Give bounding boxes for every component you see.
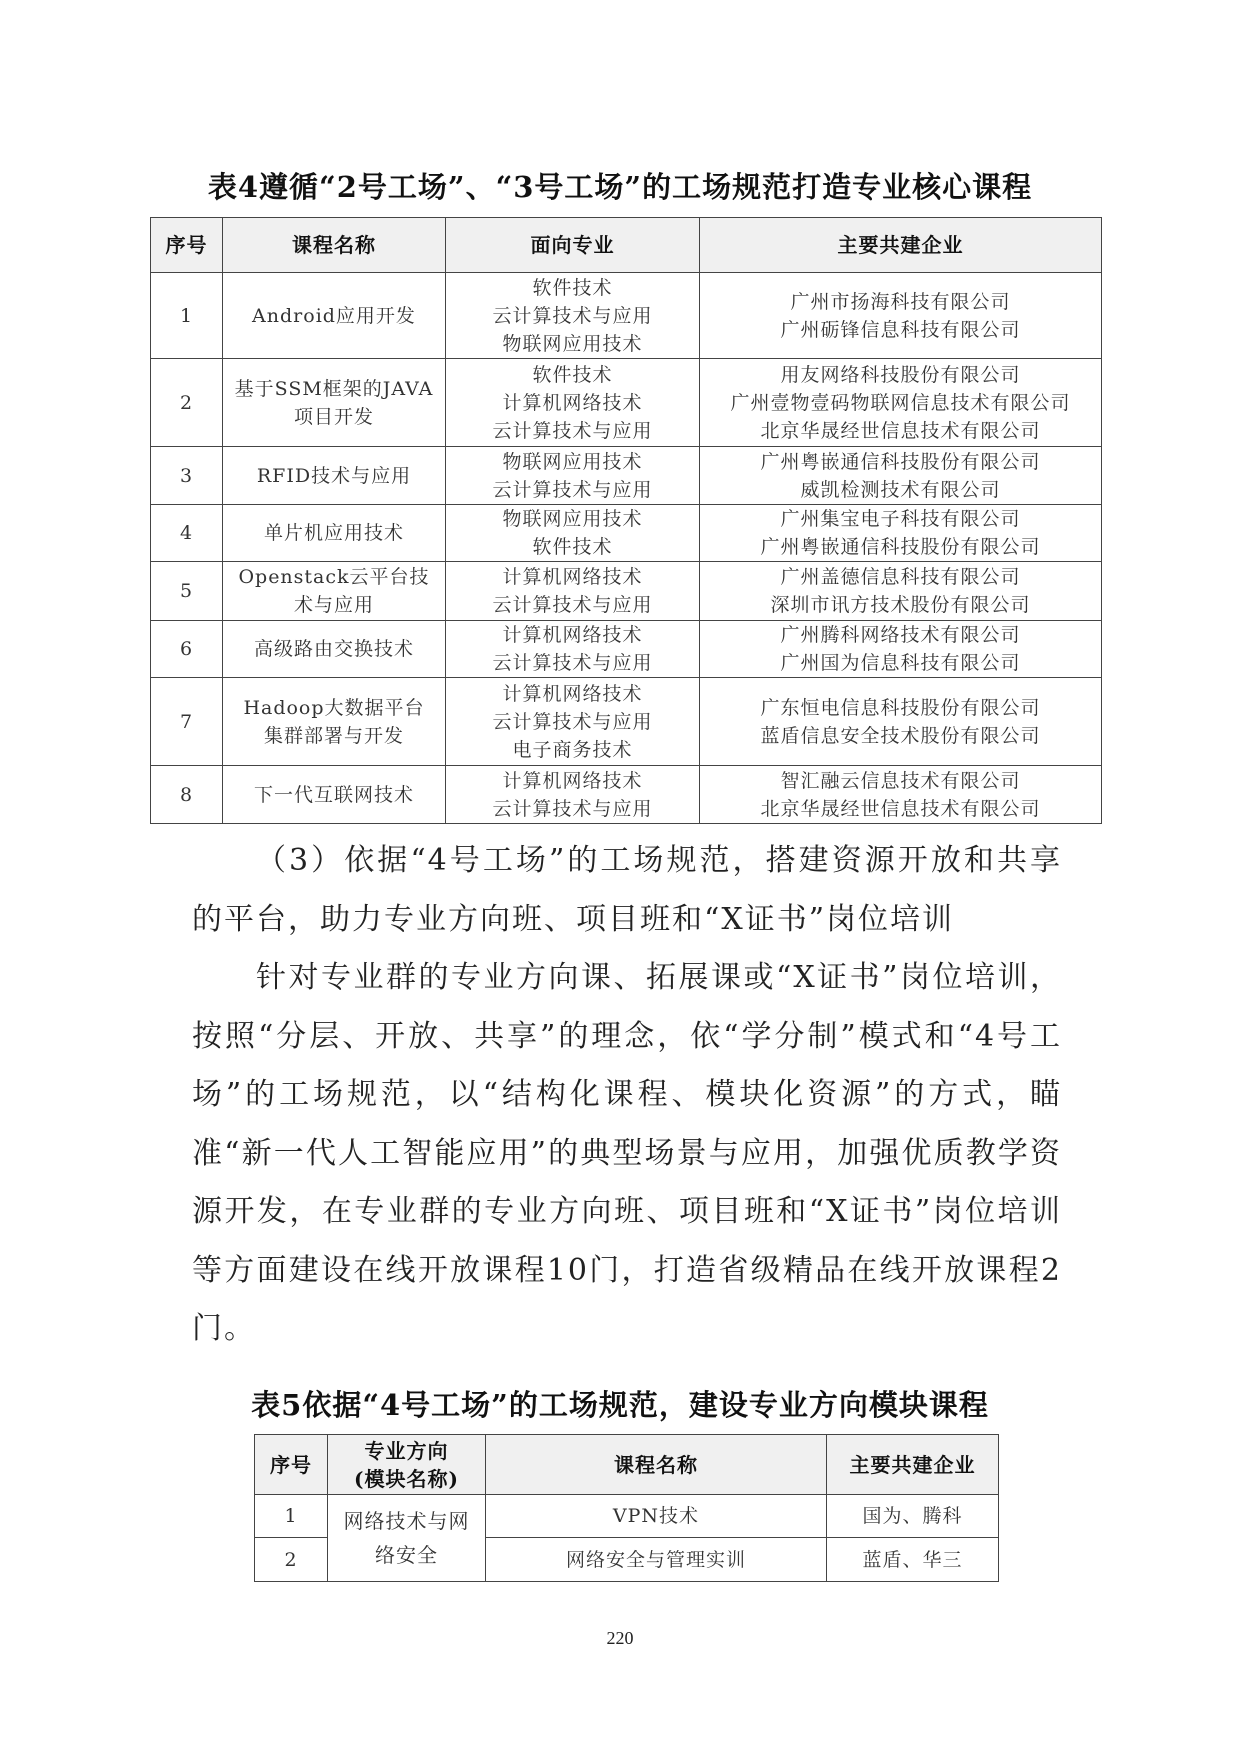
companies xyxy=(700,359,1102,447)
majors xyxy=(446,621,700,678)
header-no: 序号 xyxy=(151,218,223,273)
majors-line: 云计算技术与应用 xyxy=(492,419,653,442)
header-course: 课程名称 xyxy=(486,1435,827,1495)
companies-line: 广东恒电信息科技股份有限公司 xyxy=(760,696,1041,719)
table5-caption: 表5依据“4号工场”的工场规范，建设专业方向模块课程 xyxy=(251,1388,989,1422)
course-name: VPN技术 xyxy=(486,1495,827,1538)
majors xyxy=(446,447,700,505)
module-line: 网络技术与网 xyxy=(343,1509,470,1533)
course-name xyxy=(223,562,446,621)
row-no: 1 xyxy=(255,1495,328,1538)
companies-line: 广州壹物壹码物联网信息技术有限公司 xyxy=(730,391,1071,414)
majors-line: 物联网应用技术 xyxy=(502,508,643,530)
course-name-line: Hadoop大数据平台 xyxy=(243,696,425,719)
section-heading: （3）依据“4号工场”的工场规范，搭建资源开放和共享的平台，助力专业方向班、项目班和“X证书”岗位培训 xyxy=(192,843,1062,937)
course-name-line: 下一代互联网技术 xyxy=(253,783,414,806)
row-no: 5 xyxy=(151,562,223,621)
majors-line: 软件技术 xyxy=(532,363,613,386)
core-courses-table xyxy=(150,217,1102,824)
majors-line: 云计算技术与应用 xyxy=(492,478,653,501)
table-row xyxy=(151,505,1102,562)
course-name-line: Android应用开发 xyxy=(252,304,416,327)
course-name-line: Openstack云平台技 xyxy=(238,566,430,588)
row-no: 6 xyxy=(151,621,223,678)
course-name xyxy=(223,273,446,359)
majors-line: 计算机网络技术 xyxy=(502,566,643,588)
course-name-line: 项目开发 xyxy=(293,405,374,428)
companies-line: 广州砺锋信息科技有限公司 xyxy=(780,318,1021,341)
companies-line: 北京华晟经世信息技术有限公司 xyxy=(760,419,1041,442)
row-no: 8 xyxy=(151,766,223,824)
row-no: 7 xyxy=(151,678,223,766)
companies-line: 广州盖德信息科技有限公司 xyxy=(780,566,1021,588)
page-number: 220 xyxy=(606,1628,634,1648)
header-companies: 主要共建企业 xyxy=(827,1435,999,1495)
companies: 国为、腾科 xyxy=(827,1495,999,1538)
companies xyxy=(700,447,1102,505)
companies xyxy=(700,678,1102,766)
row-no: 4 xyxy=(151,505,223,562)
table4-caption: 表4遵循“2号工场”、“3号工场”的工场规范打造专业核心课程 xyxy=(207,170,1033,204)
majors xyxy=(446,678,700,766)
companies xyxy=(700,505,1102,562)
majors-line: 云计算技术与应用 xyxy=(492,652,653,674)
companies xyxy=(700,562,1102,621)
majors-line: 云计算技术与应用 xyxy=(492,797,653,820)
row-no: 2 xyxy=(255,1538,328,1582)
majors xyxy=(446,273,700,359)
table-row xyxy=(151,273,1102,359)
companies-line: 蓝盾信息安全技术股份有限公司 xyxy=(760,724,1041,747)
course-name xyxy=(223,621,446,678)
row-no: 2 xyxy=(151,359,223,447)
majors-line: 软件技术 xyxy=(532,536,613,558)
course-name xyxy=(223,447,446,505)
course-name xyxy=(223,359,446,447)
row-no: 3 xyxy=(151,447,223,505)
table-header-row xyxy=(151,218,1102,273)
header-module-line1: 专业方向 xyxy=(364,1438,449,1463)
header-course: 课程名称 xyxy=(223,218,446,273)
course-name xyxy=(223,766,446,824)
section-text xyxy=(192,832,1062,1359)
course-name-line: 集群部署与开发 xyxy=(263,724,404,747)
companies-line: 北京华晟经世信息技术有限公司 xyxy=(760,797,1041,820)
companies-line: 用友网络科技股份有限公司 xyxy=(780,363,1021,386)
header-module-line2: (模块名称) xyxy=(354,1466,459,1491)
table-header-row xyxy=(255,1435,999,1495)
table-row xyxy=(151,766,1102,824)
table-row xyxy=(151,562,1102,621)
companies xyxy=(700,621,1102,678)
table-row xyxy=(151,447,1102,505)
majors-line: 计算机网络技术 xyxy=(502,624,643,646)
module-courses-table xyxy=(254,1434,999,1582)
majors-line: 云计算技术与应用 xyxy=(492,710,653,733)
table-row xyxy=(151,621,1102,678)
majors-line: 云计算技术与应用 xyxy=(492,594,653,616)
course-name xyxy=(223,678,446,766)
course-name xyxy=(223,505,446,562)
course-name-line: RFID技术与应用 xyxy=(256,464,412,487)
header-no: 序号 xyxy=(255,1435,328,1495)
table-row xyxy=(255,1495,999,1538)
majors xyxy=(446,359,700,447)
row-no: 1 xyxy=(151,273,223,359)
module-name xyxy=(328,1495,486,1582)
majors xyxy=(446,766,700,824)
course-name: 网络安全与管理实训 xyxy=(486,1538,827,1582)
majors-line: 软件技术 xyxy=(532,276,613,299)
header-majors: 面向专业 xyxy=(446,218,700,273)
majors-line: 计算机网络技术 xyxy=(502,769,643,792)
majors-line: 电子商务技术 xyxy=(512,738,633,761)
companies-line: 深圳市讯方技术股份有限公司 xyxy=(770,594,1031,616)
section-body: 针对专业群的专业方向课、拓展课或“X证书”岗位培训，按照“分层、开放、共享”的理念，依“学分制”模式和“4号工场”的工场规范，以“结构化课程、模块化资源”的方式，瞄准“新一代人工智能应用”的典型场景与应用，加强优质教学资源开发，在专业群的专业方向班、项目班和“X证书”岗位培训等方面建设在线开放课程10门，打造省级精品在线开放课程2门。 xyxy=(192,960,1062,1346)
majors xyxy=(446,562,700,621)
header-companies: 主要共建企业 xyxy=(700,218,1102,273)
majors xyxy=(446,505,700,562)
companies-line: 广州粤嵌通信科技股份有限公司 xyxy=(760,536,1041,558)
course-name-line: 单片机应用技术 xyxy=(263,522,404,544)
header-module xyxy=(328,1435,486,1495)
module-line: 络安全 xyxy=(375,1543,438,1567)
companies: 蓝盾、华三 xyxy=(827,1538,999,1582)
table-row xyxy=(151,678,1102,766)
companies xyxy=(700,766,1102,824)
companies-line: 广州粤嵌通信科技股份有限公司 xyxy=(760,450,1041,473)
companies-line: 智汇融云信息技术有限公司 xyxy=(780,769,1021,792)
companies-line: 威凯检测技术有限公司 xyxy=(800,478,1001,501)
majors-line: 计算机网络技术 xyxy=(502,682,643,705)
companies-line: 广州腾科网络技术有限公司 xyxy=(780,624,1021,646)
majors-line: 物联网应用技术 xyxy=(502,450,643,473)
companies-line: 广州国为信息科技有限公司 xyxy=(780,652,1021,674)
course-name-line: 基于SSM框架的JAVA xyxy=(234,377,434,400)
course-name-line: 高级路由交换技术 xyxy=(253,638,414,660)
companies-line: 广州市扬海科技有限公司 xyxy=(790,290,1011,313)
majors-line: 云计算技术与应用 xyxy=(492,304,653,327)
companies-line: 广州集宝电子科技有限公司 xyxy=(780,508,1021,530)
majors-line: 计算机网络技术 xyxy=(502,391,643,414)
companies xyxy=(700,273,1102,359)
course-name-line: 术与应用 xyxy=(293,594,374,616)
table-row xyxy=(151,359,1102,447)
majors-line: 物联网应用技术 xyxy=(502,332,643,355)
